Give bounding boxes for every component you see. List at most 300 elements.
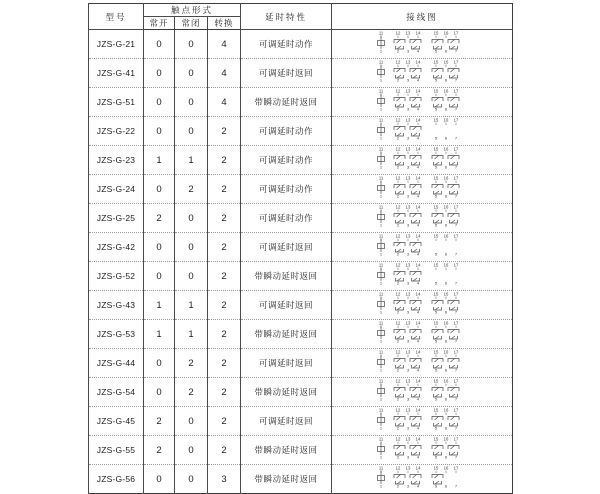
model-cell: JZS-G-42 <box>89 233 144 262</box>
normally-closed-cell: 0 <box>175 88 208 117</box>
svg-text:16: 16 <box>443 88 449 94</box>
table-row <box>89 233 513 262</box>
svg-text:7: 7 <box>454 309 458 315</box>
svg-text:2: 2 <box>396 48 400 54</box>
svg-text:15: 15 <box>433 59 439 65</box>
svg-text:17: 17 <box>453 117 459 123</box>
model-cell: JZS-G-44 <box>89 349 144 378</box>
delay-characteristic-cell: 可调延时返回 <box>241 349 332 378</box>
svg-text:17: 17 <box>453 204 459 210</box>
svg-text:3: 3 <box>406 454 410 460</box>
svg-text:15: 15 <box>433 465 439 471</box>
changeover-cell: 2 <box>208 320 241 349</box>
changeover-cell: 4 <box>208 88 241 117</box>
svg-text:14: 14 <box>415 291 421 297</box>
svg-text:13: 13 <box>405 349 411 355</box>
svg-text:17: 17 <box>453 88 459 94</box>
svg-text:17: 17 <box>453 30 459 36</box>
svg-text:1: 1 <box>379 309 383 315</box>
svg-text:16: 16 <box>443 233 449 239</box>
svg-text:11: 11 <box>378 59 384 65</box>
changeover-contact-icon <box>394 127 405 137</box>
svg-text:16: 16 <box>443 117 449 123</box>
svg-text:17: 17 <box>453 233 459 239</box>
svg-text:14: 14 <box>415 204 421 210</box>
changeover-contact-icon <box>394 185 405 195</box>
normally-closed-cell: 2 <box>175 175 208 204</box>
svg-text:5: 5 <box>434 338 438 344</box>
svg-text:2: 2 <box>396 280 400 286</box>
svg-text:17: 17 <box>453 465 459 471</box>
svg-text:5: 5 <box>434 222 438 228</box>
svg-text:7: 7 <box>454 396 458 402</box>
svg-text:11: 11 <box>378 146 384 152</box>
svg-text:6: 6 <box>444 222 448 228</box>
svg-text:14: 14 <box>415 88 421 94</box>
normally-open-cell: 0 <box>144 117 175 146</box>
changeover-contact-icon <box>432 40 443 50</box>
normally-open-cell: 0 <box>144 30 175 59</box>
svg-text:15: 15 <box>433 291 439 297</box>
delay-characteristic-cell: 可调延时动作 <box>241 30 332 59</box>
svg-text:6: 6 <box>444 106 448 112</box>
svg-text:6: 6 <box>444 77 448 83</box>
svg-text:3: 3 <box>406 135 410 141</box>
svg-text:13: 13 <box>405 30 411 36</box>
svg-text:11: 11 <box>378 117 384 123</box>
svg-text:1: 1 <box>379 454 383 460</box>
relay-coil-icon <box>378 471 385 484</box>
svg-text:15: 15 <box>433 30 439 36</box>
svg-text:13: 13 <box>405 88 411 94</box>
svg-text:3: 3 <box>406 106 410 112</box>
svg-text:13: 13 <box>405 233 411 239</box>
changeover-cell: 4 <box>208 30 241 59</box>
svg-text:2: 2 <box>396 135 400 141</box>
normally-closed-cell: 0 <box>175 59 208 88</box>
svg-text:3: 3 <box>406 367 410 373</box>
changeover-cell: 2 <box>208 146 241 175</box>
svg-text:1: 1 <box>379 164 383 170</box>
svg-text:12: 12 <box>395 378 401 384</box>
svg-text:17: 17 <box>453 378 459 384</box>
svg-text:13: 13 <box>405 291 411 297</box>
svg-text:15: 15 <box>433 204 439 210</box>
normally-open-cell: 2 <box>144 436 175 465</box>
svg-text:3: 3 <box>406 396 410 402</box>
table-row <box>89 465 513 494</box>
svg-text:14: 14 <box>415 320 421 326</box>
svg-text:7: 7 <box>454 367 458 373</box>
changeover-contact-icon <box>394 330 405 340</box>
svg-text:3: 3 <box>406 77 410 83</box>
svg-text:6: 6 <box>444 251 448 257</box>
delay-characteristic-cell: 带瞬动延时返回 <box>241 436 332 465</box>
svg-text:3: 3 <box>406 338 410 344</box>
changeover-contact-icon <box>448 214 459 224</box>
wiring-diagram-cell <box>332 233 513 262</box>
changeover-cell: 2 <box>208 204 241 233</box>
svg-text:1: 1 <box>379 106 383 112</box>
svg-text:4: 4 <box>416 483 420 489</box>
wiring-diagram <box>376 117 468 140</box>
svg-text:4: 4 <box>416 164 420 170</box>
normally-closed-cell: 0 <box>175 262 208 291</box>
changeover-contact-icon <box>432 185 443 195</box>
changeover-cell: 2 <box>208 233 241 262</box>
changeover-cell: 2 <box>208 407 241 436</box>
svg-text:3: 3 <box>406 425 410 431</box>
normally-open-cell: 0 <box>144 233 175 262</box>
svg-text:1: 1 <box>379 425 383 431</box>
svg-text:2: 2 <box>396 193 400 199</box>
svg-text:12: 12 <box>395 30 401 36</box>
normally-open-cell: 2 <box>144 204 175 233</box>
svg-text:5: 5 <box>434 280 438 286</box>
changeover-contact-icon <box>448 417 459 427</box>
svg-text:1: 1 <box>379 396 383 402</box>
svg-text:12: 12 <box>395 262 401 268</box>
relay-coil-icon <box>378 94 385 107</box>
svg-text:4: 4 <box>416 77 420 83</box>
wiring-diagram <box>376 378 468 401</box>
table-row <box>89 146 513 175</box>
changeover-cell: 4 <box>208 59 241 88</box>
table-row <box>89 378 513 407</box>
col-header-delay: 延时特性 <box>241 4 332 30</box>
svg-text:16: 16 <box>443 407 449 413</box>
svg-text:12: 12 <box>395 436 401 442</box>
svg-text:1: 1 <box>379 280 383 286</box>
relay-coil-icon <box>378 65 385 78</box>
changeover-cell: 3 <box>208 465 241 494</box>
svg-text:4: 4 <box>416 106 420 112</box>
svg-text:11: 11 <box>378 88 384 94</box>
svg-text:12: 12 <box>395 320 401 326</box>
delay-characteristic-cell: 带瞬动延时返回 <box>241 88 332 117</box>
relay-coil-icon <box>378 268 385 281</box>
changeover-contact-icon <box>432 69 443 79</box>
svg-text:5: 5 <box>434 454 438 460</box>
normally-closed-cell: 0 <box>175 204 208 233</box>
col-header-contact-form: 触点形式 <box>144 4 241 17</box>
normally-closed-cell: 0 <box>175 407 208 436</box>
svg-text:16: 16 <box>443 204 449 210</box>
normally-open-cell: 2 <box>144 407 175 436</box>
normally-open-cell: 0 <box>144 378 175 407</box>
svg-text:2: 2 <box>396 106 400 112</box>
delay-characteristic-cell: 带瞬动延时返回 <box>241 320 332 349</box>
svg-text:17: 17 <box>453 436 459 442</box>
changeover-contact-icon <box>394 359 405 369</box>
svg-text:7: 7 <box>454 77 458 83</box>
changeover-contact-icon <box>410 475 421 485</box>
changeover-contact-icon <box>394 156 405 166</box>
changeover-contact-icon <box>448 185 459 195</box>
svg-text:17: 17 <box>453 349 459 355</box>
svg-text:12: 12 <box>395 117 401 123</box>
svg-text:12: 12 <box>395 59 401 65</box>
relay-coil-icon <box>378 239 385 252</box>
changeover-contact-icon <box>410 40 421 50</box>
svg-text:3: 3 <box>406 164 410 170</box>
relay-coil-icon <box>378 210 385 223</box>
svg-text:12: 12 <box>395 175 401 181</box>
col-header-changeover: 转换 <box>208 17 241 30</box>
svg-text:11: 11 <box>378 436 384 442</box>
svg-text:12: 12 <box>395 146 401 152</box>
model-cell: JZS-G-52 <box>89 262 144 291</box>
svg-text:2: 2 <box>396 454 400 460</box>
svg-text:6: 6 <box>444 338 448 344</box>
changeover-contact-icon <box>394 214 405 224</box>
svg-text:1: 1 <box>379 193 383 199</box>
svg-text:14: 14 <box>415 175 421 181</box>
svg-text:3: 3 <box>406 193 410 199</box>
svg-text:14: 14 <box>415 233 421 239</box>
svg-text:11: 11 <box>378 175 384 181</box>
svg-text:1: 1 <box>379 338 383 344</box>
delay-characteristic-cell: 可调延时返回 <box>241 59 332 88</box>
relay-spec-table <box>88 3 513 494</box>
svg-text:6: 6 <box>444 425 448 431</box>
svg-text:6: 6 <box>444 396 448 402</box>
changeover-contact-icon <box>448 98 459 108</box>
changeover-contact-icon <box>448 40 459 50</box>
svg-text:2: 2 <box>396 483 400 489</box>
changeover-contact-icon <box>410 127 421 137</box>
wiring-diagram-cell <box>332 204 513 233</box>
svg-text:4: 4 <box>416 251 420 257</box>
svg-text:14: 14 <box>415 117 421 123</box>
svg-text:14: 14 <box>415 262 421 268</box>
table-row <box>89 436 513 465</box>
svg-text:7: 7 <box>454 48 458 54</box>
svg-text:14: 14 <box>415 349 421 355</box>
svg-text:15: 15 <box>433 349 439 355</box>
svg-text:16: 16 <box>443 320 449 326</box>
delay-characteristic-cell: 可调延时动作 <box>241 117 332 146</box>
normally-open-cell: 1 <box>144 291 175 320</box>
svg-text:13: 13 <box>405 262 411 268</box>
wiring-diagram-cell <box>332 88 513 117</box>
svg-text:16: 16 <box>443 291 449 297</box>
model-cell: JZS-G-25 <box>89 204 144 233</box>
col-header-normally-open: 常开 <box>144 17 175 30</box>
svg-text:17: 17 <box>453 291 459 297</box>
changeover-cell: 2 <box>208 262 241 291</box>
svg-text:14: 14 <box>415 30 421 36</box>
normally-closed-cell: 0 <box>175 117 208 146</box>
svg-text:6: 6 <box>444 135 448 141</box>
changeover-contact-icon <box>394 475 405 485</box>
svg-text:14: 14 <box>415 378 421 384</box>
wiring-diagram-cell <box>332 262 513 291</box>
svg-text:14: 14 <box>415 407 421 413</box>
svg-text:15: 15 <box>433 262 439 268</box>
normally-open-cell: 1 <box>144 146 175 175</box>
normally-closed-cell: 2 <box>175 378 208 407</box>
svg-text:7: 7 <box>454 454 458 460</box>
svg-text:1: 1 <box>379 483 383 489</box>
svg-text:17: 17 <box>453 320 459 326</box>
svg-text:15: 15 <box>433 320 439 326</box>
changeover-contact-icon <box>432 359 443 369</box>
svg-text:5: 5 <box>434 77 438 83</box>
svg-text:4: 4 <box>416 48 420 54</box>
svg-text:6: 6 <box>444 48 448 54</box>
svg-text:6: 6 <box>444 193 448 199</box>
svg-text:14: 14 <box>415 59 421 65</box>
svg-text:4: 4 <box>416 280 420 286</box>
svg-text:14: 14 <box>415 146 421 152</box>
model-cell: JZS-G-41 <box>89 59 144 88</box>
model-cell: JZS-G-22 <box>89 117 144 146</box>
svg-text:7: 7 <box>454 106 458 112</box>
wiring-diagram-cell <box>332 59 513 88</box>
svg-text:13: 13 <box>405 436 411 442</box>
changeover-contact-icon <box>410 417 421 427</box>
wiring-diagram-cell <box>332 117 513 146</box>
changeover-contact-icon <box>432 214 443 224</box>
svg-text:17: 17 <box>453 59 459 65</box>
svg-text:6: 6 <box>444 483 448 489</box>
svg-text:5: 5 <box>434 164 438 170</box>
svg-text:16: 16 <box>443 59 449 65</box>
svg-text:1: 1 <box>379 222 383 228</box>
svg-text:15: 15 <box>433 407 439 413</box>
svg-text:13: 13 <box>405 175 411 181</box>
model-cell: JZS-G-54 <box>89 378 144 407</box>
relay-coil-icon <box>378 36 385 49</box>
wiring-diagram <box>376 88 468 111</box>
table-body <box>89 30 513 494</box>
wiring-diagram <box>376 59 468 82</box>
svg-text:5: 5 <box>434 193 438 199</box>
changeover-contact-icon <box>410 388 421 398</box>
changeover-contact-icon <box>448 446 459 456</box>
svg-text:15: 15 <box>433 117 439 123</box>
svg-text:16: 16 <box>443 262 449 268</box>
svg-text:11: 11 <box>378 262 384 268</box>
svg-text:15: 15 <box>433 88 439 94</box>
changeover-cell: 2 <box>208 436 241 465</box>
changeover-contact-icon <box>410 98 421 108</box>
svg-text:15: 15 <box>433 175 439 181</box>
changeover-cell: 2 <box>208 175 241 204</box>
changeover-contact-icon <box>432 446 443 456</box>
col-header-wiring: 接线图 <box>332 4 513 30</box>
svg-text:16: 16 <box>443 436 449 442</box>
changeover-contact-icon <box>448 69 459 79</box>
svg-text:4: 4 <box>416 396 420 402</box>
changeover-cell: 2 <box>208 291 241 320</box>
svg-text:13: 13 <box>405 117 411 123</box>
normally-closed-cell: 0 <box>175 436 208 465</box>
svg-text:5: 5 <box>434 106 438 112</box>
table-row <box>89 320 513 349</box>
svg-text:1: 1 <box>379 367 383 373</box>
svg-text:17: 17 <box>453 175 459 181</box>
delay-characteristic-cell: 可调延时返回 <box>241 291 332 320</box>
relay-coil-icon <box>378 123 385 136</box>
svg-text:13: 13 <box>405 146 411 152</box>
svg-text:6: 6 <box>444 454 448 460</box>
svg-text:16: 16 <box>443 30 449 36</box>
svg-text:6: 6 <box>444 164 448 170</box>
normally-open-cell: 0 <box>144 349 175 378</box>
normally-open-cell: 0 <box>144 262 175 291</box>
wiring-diagram-cell <box>332 436 513 465</box>
normally-closed-cell: 1 <box>175 320 208 349</box>
delay-characteristic-cell: 带瞬动延时返回 <box>241 262 332 291</box>
wiring-diagram-cell <box>332 291 513 320</box>
changeover-cell: 2 <box>208 378 241 407</box>
changeover-contact-icon <box>432 98 443 108</box>
svg-text:17: 17 <box>453 262 459 268</box>
svg-text:4: 4 <box>416 309 420 315</box>
delay-characteristic-cell: 可调延时返回 <box>241 407 332 436</box>
svg-text:5: 5 <box>434 48 438 54</box>
svg-text:3: 3 <box>406 48 410 54</box>
changeover-contact-icon <box>394 40 405 50</box>
svg-text:11: 11 <box>378 465 384 471</box>
changeover-contact-icon <box>432 417 443 427</box>
svg-text:12: 12 <box>395 291 401 297</box>
svg-text:7: 7 <box>454 338 458 344</box>
normally-open-cell: 0 <box>144 465 175 494</box>
svg-text:2: 2 <box>396 77 400 83</box>
svg-text:3: 3 <box>406 309 410 315</box>
svg-text:5: 5 <box>434 425 438 431</box>
svg-text:3: 3 <box>406 222 410 228</box>
changeover-contact-icon <box>410 214 421 224</box>
svg-text:16: 16 <box>443 465 449 471</box>
model-cell: JZS-G-24 <box>89 175 144 204</box>
svg-text:7: 7 <box>454 222 458 228</box>
normally-closed-cell: 1 <box>175 291 208 320</box>
model-cell: JZS-G-21 <box>89 30 144 59</box>
changeover-contact-icon <box>394 243 405 253</box>
svg-text:6: 6 <box>444 309 448 315</box>
svg-text:4: 4 <box>416 222 420 228</box>
changeover-contact-icon <box>448 359 459 369</box>
model-cell: JZS-G-23 <box>89 146 144 175</box>
changeover-contact-icon <box>394 98 405 108</box>
svg-text:5: 5 <box>434 251 438 257</box>
svg-text:5: 5 <box>434 483 438 489</box>
svg-text:4: 4 <box>416 338 420 344</box>
svg-text:14: 14 <box>415 465 421 471</box>
svg-text:16: 16 <box>443 146 449 152</box>
wiring-diagram-cell <box>332 349 513 378</box>
changeover-contact-icon <box>410 446 421 456</box>
relay-coil-icon <box>378 326 385 339</box>
wiring-diagram <box>376 175 468 198</box>
normally-closed-cell: 0 <box>175 465 208 494</box>
table-row <box>89 88 513 117</box>
svg-text:2: 2 <box>396 396 400 402</box>
changeover-contact-icon <box>394 388 405 398</box>
changeover-contact-icon <box>410 359 421 369</box>
wiring-diagram-cell <box>332 30 513 59</box>
table-header <box>89 4 513 30</box>
changeover-contact-icon <box>448 301 459 311</box>
svg-text:12: 12 <box>395 349 401 355</box>
changeover-contact-icon <box>394 417 405 427</box>
svg-text:12: 12 <box>395 233 401 239</box>
delay-characteristic-cell: 带瞬动延时返回 <box>241 465 332 494</box>
